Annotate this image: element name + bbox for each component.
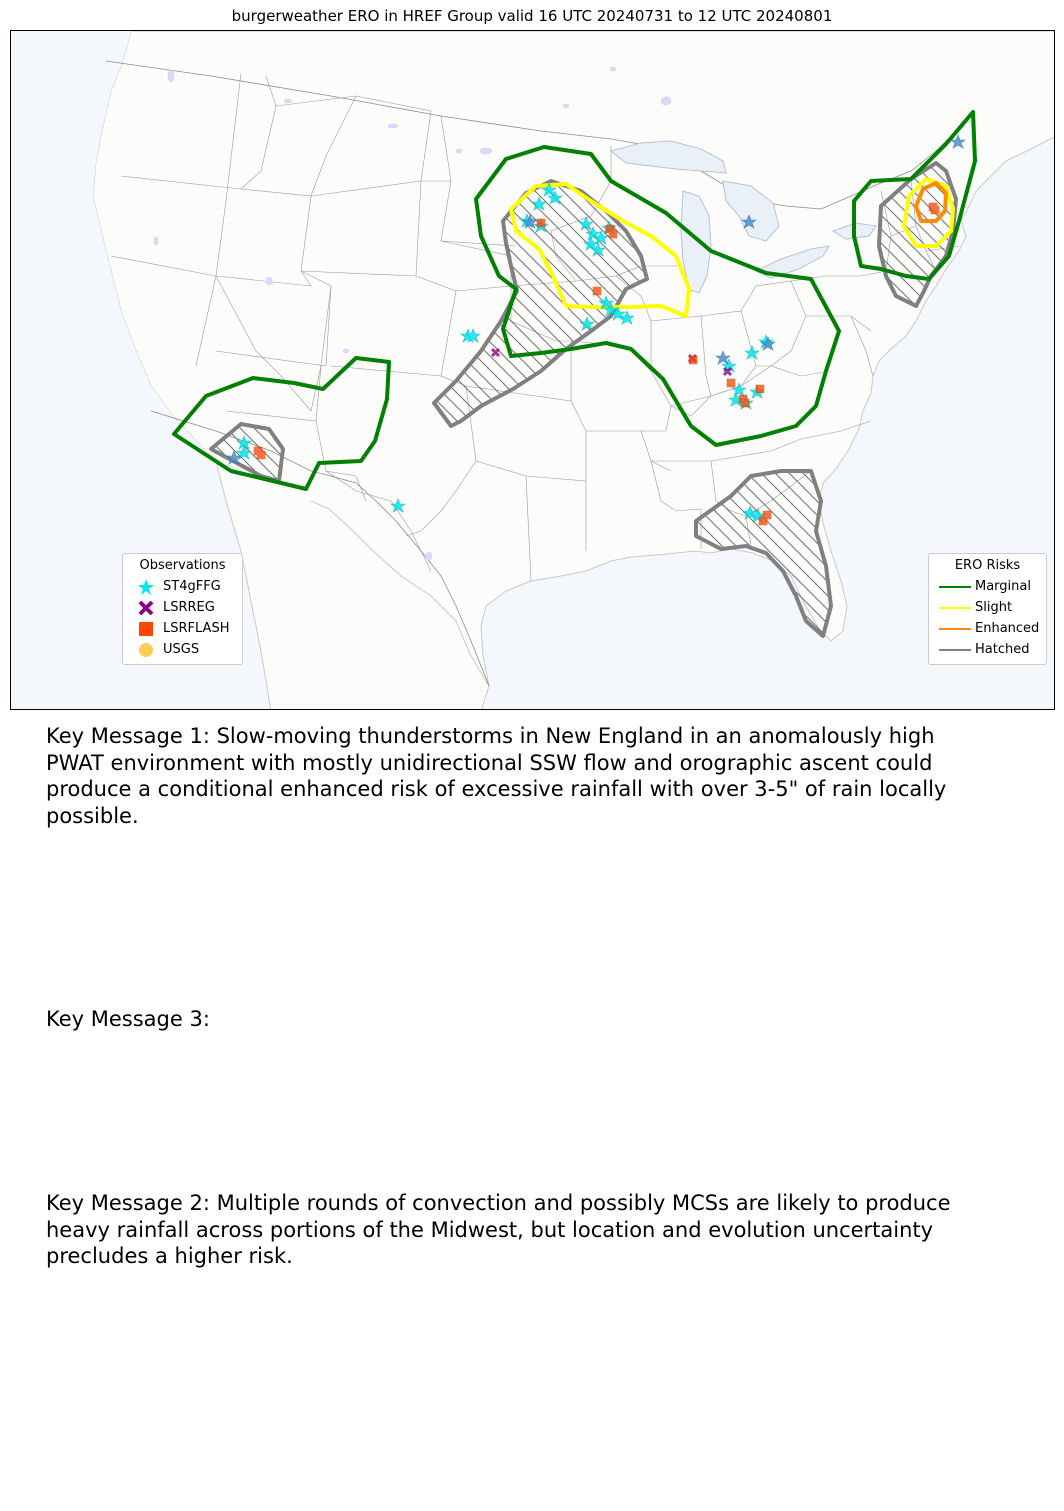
- legend-label-hatched: Hatched: [975, 642, 1030, 657]
- key-message-1: Key Message 1: Slow-moving thunderstorms in New England in an anomalously high PWAT environment with mostly unidirectional SSW flow and orographic ascent could produce a conditional enhanced risk of excessive rainfall with over 3-5" of rain locally possible.: [46, 724, 947, 828]
- line-swatch-icon: [935, 627, 975, 631]
- obs-square: [257, 451, 265, 459]
- obs-square: [759, 517, 767, 525]
- star-icon: [129, 578, 163, 596]
- legend-label-st4gffg: ST4gFFG: [163, 579, 221, 594]
- legend-entry-st4gffg: [129, 576, 236, 597]
- obs-square: [741, 399, 749, 407]
- legend-label-usgs: USGS: [163, 642, 200, 657]
- legend-entry-lsrreg: [129, 597, 236, 618]
- legend-entry-marginal: [935, 576, 1040, 597]
- obs-square: [727, 379, 735, 387]
- circle-icon: [129, 642, 163, 658]
- observations-legend-title: Observations: [139, 558, 226, 573]
- legend-entry-enhanced: [935, 618, 1040, 639]
- obs-square: [756, 385, 764, 393]
- key-message-2: Key Message 2: Multiple rounds of convection and possibly MCSs are likely to produce heavy rainfall across portions of the Midwest, but location and evolution uncertainty precludes a higher risk.: [46, 1191, 951, 1268]
- legend-entry-hatched: [935, 639, 1040, 660]
- x-mark-icon: [129, 600, 163, 616]
- legend-label-slight: Slight: [975, 600, 1013, 615]
- line-swatch-icon: [935, 585, 975, 589]
- ero-risks-legend: [928, 553, 1047, 665]
- figure-title: burgerweather ERO in HREF Group valid 16 UTC 20240731 to 12 UTC 20240801: [231, 7, 833, 25]
- legend-entry-lsrflash: [129, 618, 236, 639]
- observations-legend: [122, 553, 243, 665]
- line-swatch-icon: [935, 606, 975, 610]
- ero-legend-title: ERO Risks: [954, 558, 1021, 573]
- obs-square: [931, 206, 939, 214]
- legend-label-marginal: Marginal: [975, 579, 1031, 594]
- legend-label-lsrflash: LSRFLASH: [163, 621, 230, 636]
- obs-square: [689, 356, 697, 364]
- key-message-3: Key Message 3:: [46, 1007, 210, 1031]
- line-swatch-icon: [935, 648, 975, 652]
- obs-square: [593, 287, 601, 295]
- legend-label-enhanced: Enhanced: [975, 621, 1040, 636]
- legend-entry-usgs: [129, 639, 236, 660]
- square-icon: [129, 621, 163, 637]
- legend-label-lsrreg: LSRREG: [163, 600, 215, 615]
- obs-square: [537, 219, 545, 227]
- legend-entry-slight: [935, 597, 1040, 618]
- obs-square: [609, 230, 617, 238]
